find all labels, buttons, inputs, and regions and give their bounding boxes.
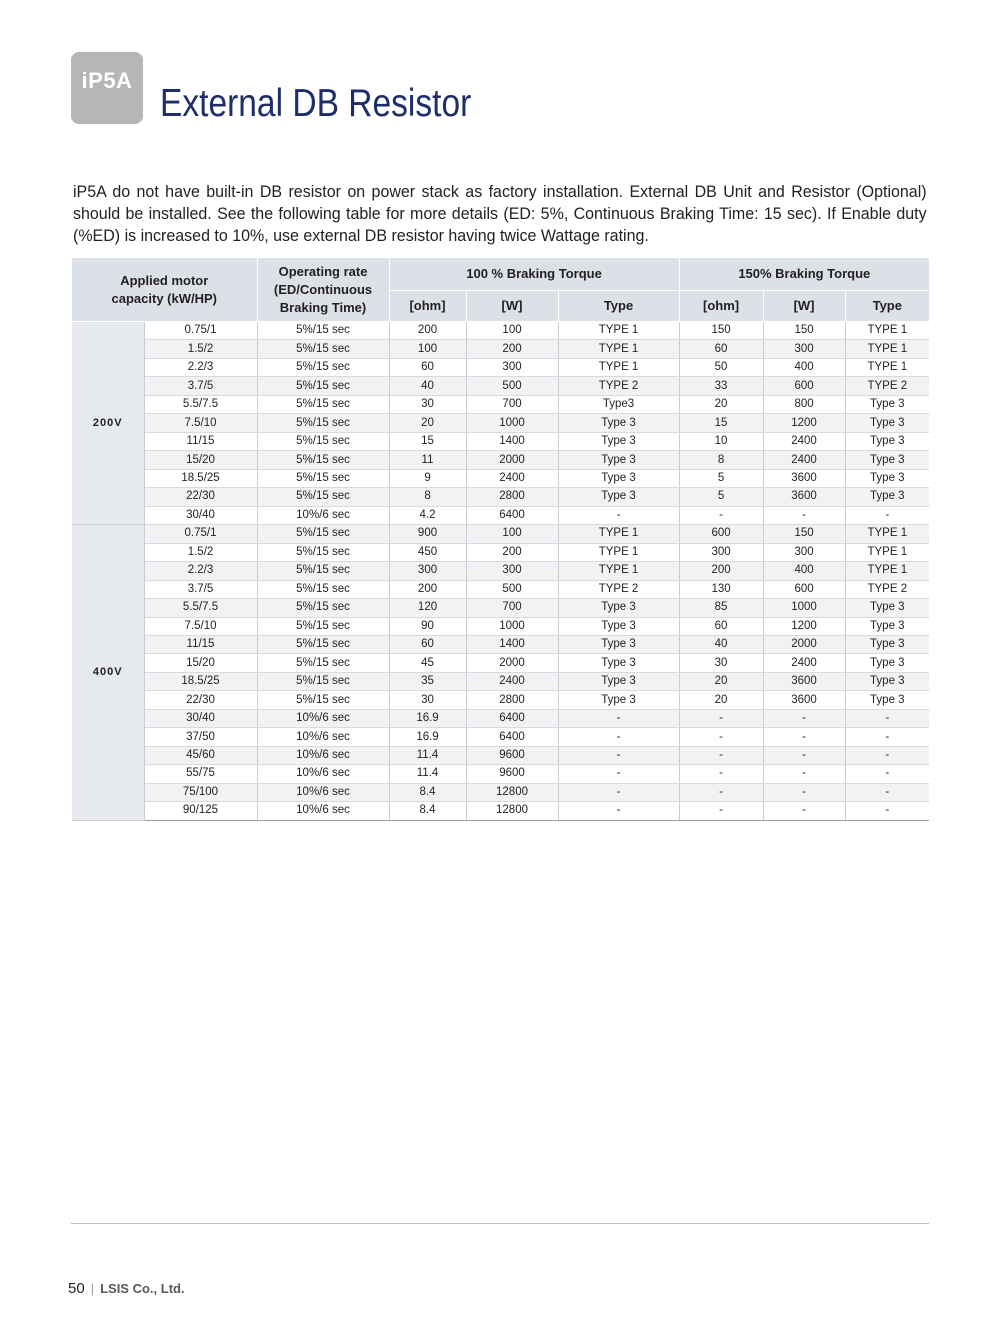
cell-150-watt: - [763, 746, 845, 764]
cell-operating-rate: 10%/6 sec [257, 746, 389, 764]
header-rate-line2: (ED/Continuous [273, 281, 373, 297]
cell-100-ohm: 90 [389, 617, 466, 635]
cell-operating-rate: 5%/15 sec [257, 377, 389, 395]
cell-capacity: 30/40 [144, 506, 257, 524]
cell-100-type: - [558, 783, 679, 801]
cell-150-watt: 3600 [763, 672, 845, 690]
cell-150-type: TYPE 1 [845, 358, 929, 376]
table-row [72, 506, 929, 524]
cell-100-ohm: 300 [389, 562, 466, 580]
cell-150-watt: 3600 [763, 691, 845, 709]
header-100-ohm: [ohm] [389, 291, 466, 322]
table-row [72, 451, 929, 469]
cell-150-type: TYPE 1 [845, 525, 929, 543]
cell-100-ohm: 100 [389, 340, 466, 358]
cell-operating-rate: 10%/6 sec [257, 728, 389, 746]
cell-150-watt: - [763, 728, 845, 746]
cell-100-type: - [558, 746, 679, 764]
cell-capacity: 3.7/5 [144, 377, 257, 395]
cell-150-watt: - [763, 765, 845, 783]
cell-150-type: Type 3 [845, 395, 929, 413]
cell-100-type: TYPE 1 [558, 525, 679, 543]
cell-capacity: 5.5/7.5 [144, 395, 257, 413]
cell-150-watt: 3600 [763, 469, 845, 487]
table-row [72, 691, 929, 709]
cell-operating-rate: 5%/15 sec [257, 469, 389, 487]
table-row [72, 562, 929, 580]
cell-150-watt: 600 [763, 377, 845, 395]
cell-150-watt: - [763, 783, 845, 801]
cell-150-type: Type 3 [845, 451, 929, 469]
cell-100-type: TYPE 2 [558, 377, 679, 395]
table-row [72, 469, 929, 487]
cell-100-type: Type 3 [558, 691, 679, 709]
cell-150-ohm: - [679, 728, 763, 746]
cell-100-type: Type 3 [558, 672, 679, 690]
cell-150-ohm: 5 [679, 469, 763, 487]
cell-100-watt: 300 [466, 358, 558, 376]
cell-100-type: Type 3 [558, 654, 679, 672]
cell-operating-rate: 5%/15 sec [257, 691, 389, 709]
cell-100-watt: 300 [466, 562, 558, 580]
cell-100-ohm: 200 [389, 580, 466, 598]
page-footer [68, 1280, 185, 1297]
table-row [72, 543, 929, 561]
cell-100-watt: 1400 [466, 432, 558, 450]
cell-operating-rate: 5%/15 sec [257, 340, 389, 358]
cell-operating-rate: 5%/15 sec [257, 322, 389, 340]
cell-150-ohm: - [679, 802, 763, 820]
cell-150-type: TYPE 1 [845, 340, 929, 358]
header-150-ohm: [ohm] [679, 291, 763, 322]
table-row [72, 617, 929, 635]
cell-150-watt: 3600 [763, 488, 845, 506]
header-150-type: Type [845, 291, 929, 322]
table-row [72, 635, 929, 653]
header-150-braking-torque: 150% Braking Torque [679, 258, 929, 291]
cell-capacity: 1.5/2 [144, 543, 257, 561]
cell-100-ohm: 200 [389, 322, 466, 340]
table-row [72, 525, 929, 543]
cell-150-watt: - [763, 802, 845, 820]
cell-capacity: 11/15 [144, 432, 257, 450]
cell-100-ohm: 8.4 [389, 783, 466, 801]
cell-operating-rate: 5%/15 sec [257, 358, 389, 376]
cell-100-ohm: 30 [389, 395, 466, 413]
cell-100-ohm: 45 [389, 654, 466, 672]
cell-150-ohm: 30 [679, 654, 763, 672]
cell-capacity: 15/20 [144, 654, 257, 672]
cell-100-watt: 700 [466, 395, 558, 413]
table-row [72, 377, 929, 395]
cell-100-type: - [558, 765, 679, 783]
cell-capacity: 55/75 [144, 765, 257, 783]
cell-100-type: TYPE 1 [558, 340, 679, 358]
cell-100-watt: 2400 [466, 672, 558, 690]
cell-capacity: 90/125 [144, 802, 257, 820]
cell-150-watt: 1000 [763, 599, 845, 617]
cell-100-ohm: 60 [389, 358, 466, 376]
cell-150-watt: 1200 [763, 617, 845, 635]
cell-150-watt: 300 [763, 543, 845, 561]
cell-100-type: - [558, 802, 679, 820]
table-row [72, 599, 929, 617]
cell-100-type: Type 3 [558, 488, 679, 506]
footer-divider [71, 1223, 929, 1224]
cell-operating-rate: 5%/15 sec [257, 580, 389, 598]
cell-150-ohm: - [679, 783, 763, 801]
cell-100-type: Type 3 [558, 451, 679, 469]
cell-100-watt: 700 [466, 599, 558, 617]
cell-150-type: Type 3 [845, 469, 929, 487]
cell-150-watt: 2400 [763, 451, 845, 469]
cell-150-type: - [845, 506, 929, 524]
cell-150-watt: 150 [763, 525, 845, 543]
cell-150-ohm: 20 [679, 395, 763, 413]
cell-150-watt: 150 [763, 322, 845, 340]
cell-operating-rate: 10%/6 sec [257, 709, 389, 727]
cell-150-type: - [845, 728, 929, 746]
cell-150-type: Type 3 [845, 635, 929, 653]
cell-150-watt: 400 [763, 562, 845, 580]
cell-operating-rate: 5%/15 sec [257, 635, 389, 653]
cell-150-type: Type 3 [845, 617, 929, 635]
cell-150-ohm: 600 [679, 525, 763, 543]
table-row [72, 414, 929, 432]
cell-100-ohm: 35 [389, 672, 466, 690]
table-row [72, 488, 929, 506]
cell-100-ohm: 11.4 [389, 746, 466, 764]
intro-paragraph: iP5A do not have built-in DB resistor on power stack as factory installation. External DB Unit and Resistor (Optional) should be installed. See the following table for more details (ED: 5%, Continuous Braking Time: 15 sec). If Enable duty (%ED) is increased to 10%, use external DB resistor having twice Wattage rating. [73, 183, 927, 245]
cell-100-watt: 200 [466, 543, 558, 561]
cell-150-ohm: 20 [679, 672, 763, 690]
cell-100-ohm: 11 [389, 451, 466, 469]
cell-150-watt: 2400 [763, 654, 845, 672]
cell-100-type: TYPE 1 [558, 543, 679, 561]
cell-100-watt: 6400 [466, 506, 558, 524]
cell-150-type: Type 3 [845, 672, 929, 690]
cell-100-type: - [558, 506, 679, 524]
table-row [72, 322, 929, 340]
cell-100-watt: 6400 [466, 728, 558, 746]
cell-150-ohm: 15 [679, 414, 763, 432]
header-rate-line3: Braking Time) [279, 299, 367, 315]
cell-150-ohm: 50 [679, 358, 763, 376]
cell-100-type: Type3 [558, 395, 679, 413]
cell-100-watt: 6400 [466, 709, 558, 727]
cell-150-watt: 1200 [763, 414, 845, 432]
cell-150-ohm: 60 [679, 617, 763, 635]
cell-150-watt: 800 [763, 395, 845, 413]
cell-100-watt: 1000 [466, 414, 558, 432]
cell-100-watt: 500 [466, 580, 558, 598]
cell-operating-rate: 5%/15 sec [257, 488, 389, 506]
cell-150-ohm: - [679, 765, 763, 783]
cell-100-ohm: 16.9 [389, 709, 466, 727]
cell-capacity: 22/30 [144, 691, 257, 709]
table-row [72, 765, 929, 783]
cell-150-type: TYPE 1 [845, 543, 929, 561]
cell-150-type: TYPE 1 [845, 322, 929, 340]
cell-150-watt: - [763, 506, 845, 524]
cell-capacity: 7.5/10 [144, 617, 257, 635]
cell-100-watt: 9600 [466, 765, 558, 783]
cell-100-watt: 100 [466, 525, 558, 543]
cell-operating-rate: 10%/6 sec [257, 506, 389, 524]
cell-100-ohm: 60 [389, 635, 466, 653]
header-motor-line2: capacity (kW/HP) [111, 290, 217, 306]
cell-operating-rate: 5%/15 sec [257, 451, 389, 469]
cell-100-ohm: 120 [389, 599, 466, 617]
cell-100-type: - [558, 709, 679, 727]
cell-operating-rate: 5%/15 sec [257, 617, 389, 635]
cell-operating-rate: 5%/15 sec [257, 562, 389, 580]
cell-150-type: - [845, 765, 929, 783]
cell-capacity: 3.7/5 [144, 580, 257, 598]
series-badge-label: iP5A [81, 68, 133, 93]
cell-150-type: - [845, 783, 929, 801]
cell-150-ohm: 40 [679, 635, 763, 653]
company-name: LSIS Co., Ltd. [100, 1281, 185, 1296]
table-row [72, 746, 929, 764]
cell-100-ohm: 8 [389, 488, 466, 506]
cell-150-ohm: 200 [679, 562, 763, 580]
cell-100-watt: 500 [466, 377, 558, 395]
cell-150-watt: 400 [763, 358, 845, 376]
cell-150-ohm: 60 [679, 340, 763, 358]
db-resistor-table [72, 258, 929, 821]
table-row [72, 654, 929, 672]
cell-capacity: 0.75/1 [144, 525, 257, 543]
cell-100-watt: 100 [466, 322, 558, 340]
cell-capacity: 37/50 [144, 728, 257, 746]
cell-150-type: Type 3 [845, 654, 929, 672]
cell-100-watt: 1000 [466, 617, 558, 635]
cell-150-type: TYPE 2 [845, 580, 929, 598]
cell-150-type: - [845, 709, 929, 727]
cell-150-watt: 300 [763, 340, 845, 358]
cell-100-watt: 12800 [466, 783, 558, 801]
cell-100-ohm: 900 [389, 525, 466, 543]
cell-operating-rate: 5%/15 sec [257, 672, 389, 690]
header-operating-rate [257, 258, 389, 322]
voltage-group-label: 200V [72, 322, 144, 525]
cell-capacity: 5.5/7.5 [144, 599, 257, 617]
header-100-braking-torque: 100 % Braking Torque [389, 258, 679, 291]
cell-capacity: 45/60 [144, 746, 257, 764]
header-rate-line1: Operating rate [278, 263, 368, 279]
cell-operating-rate: 5%/15 sec [257, 543, 389, 561]
cell-150-watt: 2400 [763, 432, 845, 450]
table-row [72, 672, 929, 690]
cell-100-type: Type 3 [558, 432, 679, 450]
table-row [72, 340, 929, 358]
cell-operating-rate: 5%/15 sec [257, 395, 389, 413]
header-motor-line1: Applied motor [120, 272, 209, 288]
table-body [72, 322, 929, 821]
table-row [72, 395, 929, 413]
cell-100-watt: 2000 [466, 451, 558, 469]
cell-100-ohm: 4.2 [389, 506, 466, 524]
cell-150-type: Type 3 [845, 432, 929, 450]
series-badge [71, 52, 143, 124]
cell-150-ohm: 150 [679, 322, 763, 340]
cell-capacity: 30/40 [144, 709, 257, 727]
cell-100-type: TYPE 1 [558, 358, 679, 376]
cell-150-watt: 600 [763, 580, 845, 598]
cell-capacity: 2.2/3 [144, 358, 257, 376]
cell-capacity: 75/100 [144, 783, 257, 801]
cell-100-ohm: 450 [389, 543, 466, 561]
cell-150-watt: 2000 [763, 635, 845, 653]
cell-100-ohm: 20 [389, 414, 466, 432]
cell-100-watt: 200 [466, 340, 558, 358]
table-row [72, 580, 929, 598]
footer-separator: | [90, 1281, 95, 1296]
cell-100-watt: 2400 [466, 469, 558, 487]
cell-100-ohm: 15 [389, 432, 466, 450]
cell-operating-rate: 5%/15 sec [257, 525, 389, 543]
cell-capacity: 22/30 [144, 488, 257, 506]
table-row [72, 358, 929, 376]
cell-100-type: Type 3 [558, 469, 679, 487]
cell-capacity: 2.2/3 [144, 562, 257, 580]
cell-150-type: - [845, 802, 929, 820]
cell-100-type: TYPE 2 [558, 580, 679, 598]
table-row [72, 802, 929, 820]
cell-capacity: 18.5/25 [144, 469, 257, 487]
cell-100-ohm: 11.4 [389, 765, 466, 783]
cell-150-ohm: - [679, 506, 763, 524]
cell-150-type: Type 3 [845, 691, 929, 709]
cell-100-watt: 9600 [466, 746, 558, 764]
voltage-group-label: 400V [72, 525, 144, 821]
cell-100-ohm: 16.9 [389, 728, 466, 746]
cell-100-watt: 2000 [466, 654, 558, 672]
cell-150-type: Type 3 [845, 488, 929, 506]
header-150-watt: [W] [763, 291, 845, 322]
cell-100-type: Type 3 [558, 599, 679, 617]
cell-operating-rate: 10%/6 sec [257, 765, 389, 783]
cell-capacity: 1.5/2 [144, 340, 257, 358]
cell-150-ohm: 10 [679, 432, 763, 450]
header-100-watt: [W] [466, 291, 558, 322]
cell-capacity: 18.5/25 [144, 672, 257, 690]
table-row [72, 709, 929, 727]
cell-150-ohm: 20 [679, 691, 763, 709]
cell-100-type: Type 3 [558, 414, 679, 432]
page-number: 50 [68, 1280, 85, 1297]
cell-100-watt: 2800 [466, 488, 558, 506]
header-100-type: Type [558, 291, 679, 322]
cell-operating-rate: 10%/6 sec [257, 802, 389, 820]
cell-150-type: TYPE 2 [845, 377, 929, 395]
cell-capacity: 11/15 [144, 635, 257, 653]
header-applied-motor [72, 258, 257, 322]
cell-100-ohm: 8.4 [389, 802, 466, 820]
cell-capacity: 15/20 [144, 451, 257, 469]
cell-150-ohm: 130 [679, 580, 763, 598]
cell-100-type: TYPE 1 [558, 322, 679, 340]
cell-150-ohm: 85 [679, 599, 763, 617]
cell-150-type: - [845, 746, 929, 764]
cell-operating-rate: 5%/15 sec [257, 599, 389, 617]
table-row [72, 728, 929, 746]
cell-150-ohm: 8 [679, 451, 763, 469]
cell-capacity: 0.75/1 [144, 322, 257, 340]
cell-150-ohm: 300 [679, 543, 763, 561]
cell-operating-rate: 10%/6 sec [257, 783, 389, 801]
cell-100-type: - [558, 728, 679, 746]
cell-150-type: TYPE 1 [845, 562, 929, 580]
cell-150-ohm: 33 [679, 377, 763, 395]
cell-operating-rate: 5%/15 sec [257, 432, 389, 450]
cell-100-type: TYPE 1 [558, 562, 679, 580]
cell-150-ohm: - [679, 709, 763, 727]
cell-100-type: Type 3 [558, 635, 679, 653]
cell-operating-rate: 5%/15 sec [257, 654, 389, 672]
cell-100-watt: 2800 [466, 691, 558, 709]
cell-100-type: Type 3 [558, 617, 679, 635]
cell-100-ohm: 9 [389, 469, 466, 487]
cell-100-watt: 1400 [466, 635, 558, 653]
cell-150-ohm: - [679, 746, 763, 764]
cell-150-watt: - [763, 709, 845, 727]
cell-100-ohm: 30 [389, 691, 466, 709]
table-row [72, 783, 929, 801]
cell-150-type: Type 3 [845, 599, 929, 617]
cell-150-type: Type 3 [845, 414, 929, 432]
page-title: External DB Resistor [160, 82, 472, 125]
cell-100-ohm: 40 [389, 377, 466, 395]
table-header [72, 258, 929, 322]
cell-100-watt: 12800 [466, 802, 558, 820]
cell-operating-rate: 5%/15 sec [257, 414, 389, 432]
cell-capacity: 7.5/10 [144, 414, 257, 432]
cell-150-ohm: 5 [679, 488, 763, 506]
table-row [72, 432, 929, 450]
